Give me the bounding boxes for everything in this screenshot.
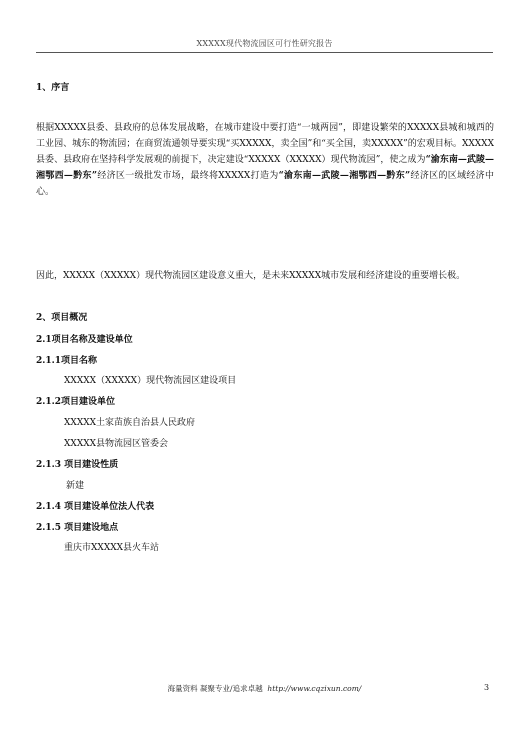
section-1-title: 1、序言 [36,83,70,93]
page-number: 3 [484,683,490,692]
para1-emphasis-1: “渝东南—武陵—湘鄂西—黔东” [36,155,494,181]
preface-paragraph-2: 因此，XXXXX（XXXXX）现代物流园区建设意义重大，是未来XXXXX城市发展和经济建设的重要增长极。 [36,271,466,281]
footer-text: 海量资料 凝聚专业/追求卓越 [167,684,263,693]
project-location-value: 重庆市XXXXX县火车站 [64,543,160,553]
para1-text-c: 经济区一级批发市场，最终将XXXXX打造为 [97,171,279,181]
builder-unit-1: XXXXX土家苗族自治县人民政府 [64,418,196,428]
preface-paragraph-1 [36,120,494,200]
header-rule [36,52,493,53]
subsection-2-1-1-title: 2.1.1项目名称 [36,356,98,366]
project-name-value: XXXXX（XXXXX）现代物流园区建设项目 [64,376,237,386]
project-nature-value: 新建 [66,481,85,491]
page-footer [0,683,529,694]
page-header: XXXXX现代物流园区可行性研究报告 [196,39,333,48]
para1-text-e: 经济区的区域经济中心。 [36,171,494,197]
footer-url[interactable]: http://www.cqzixun.com/ [267,684,362,693]
para1-emphasis-2: “渝东南—武陵—湘鄂西—黔东” [278,171,411,181]
subsection-2-1-3-title: 2.1.3 项目建设性质 [36,460,119,470]
para1-text-a: 根据XXXXX县委、县政府的总体发展战略，在城市建设中要打造“一城两园”，即建设繁荣的XXXXX县城和城西的工业园、城东的物流园；在商贸流通领导要实现“买XXXXX，卖全国”和“买全国，卖XXXXX”的宏观目标。XXXXX县委、县政府在坚持科学发展观的前提下，决定建设“XXXXX（XXXXX）现代物流园”，使之成为 [36,123,494,165]
subsection-2-1-title: 2.1项目名称及建设单位 [36,335,133,345]
subsection-2-1-4-title: 2.1.4 项目建设单位法人代表 [36,502,155,512]
subsection-2-1-2-title: 2.1.2项目建设单位 [36,397,116,407]
section-2-title: 2、项目概况 [36,313,88,323]
subsection-2-1-5-title: 2.1.5 项目建设地点 [36,523,119,533]
builder-unit-2: XXXXX县物流园区管委会 [64,439,169,449]
